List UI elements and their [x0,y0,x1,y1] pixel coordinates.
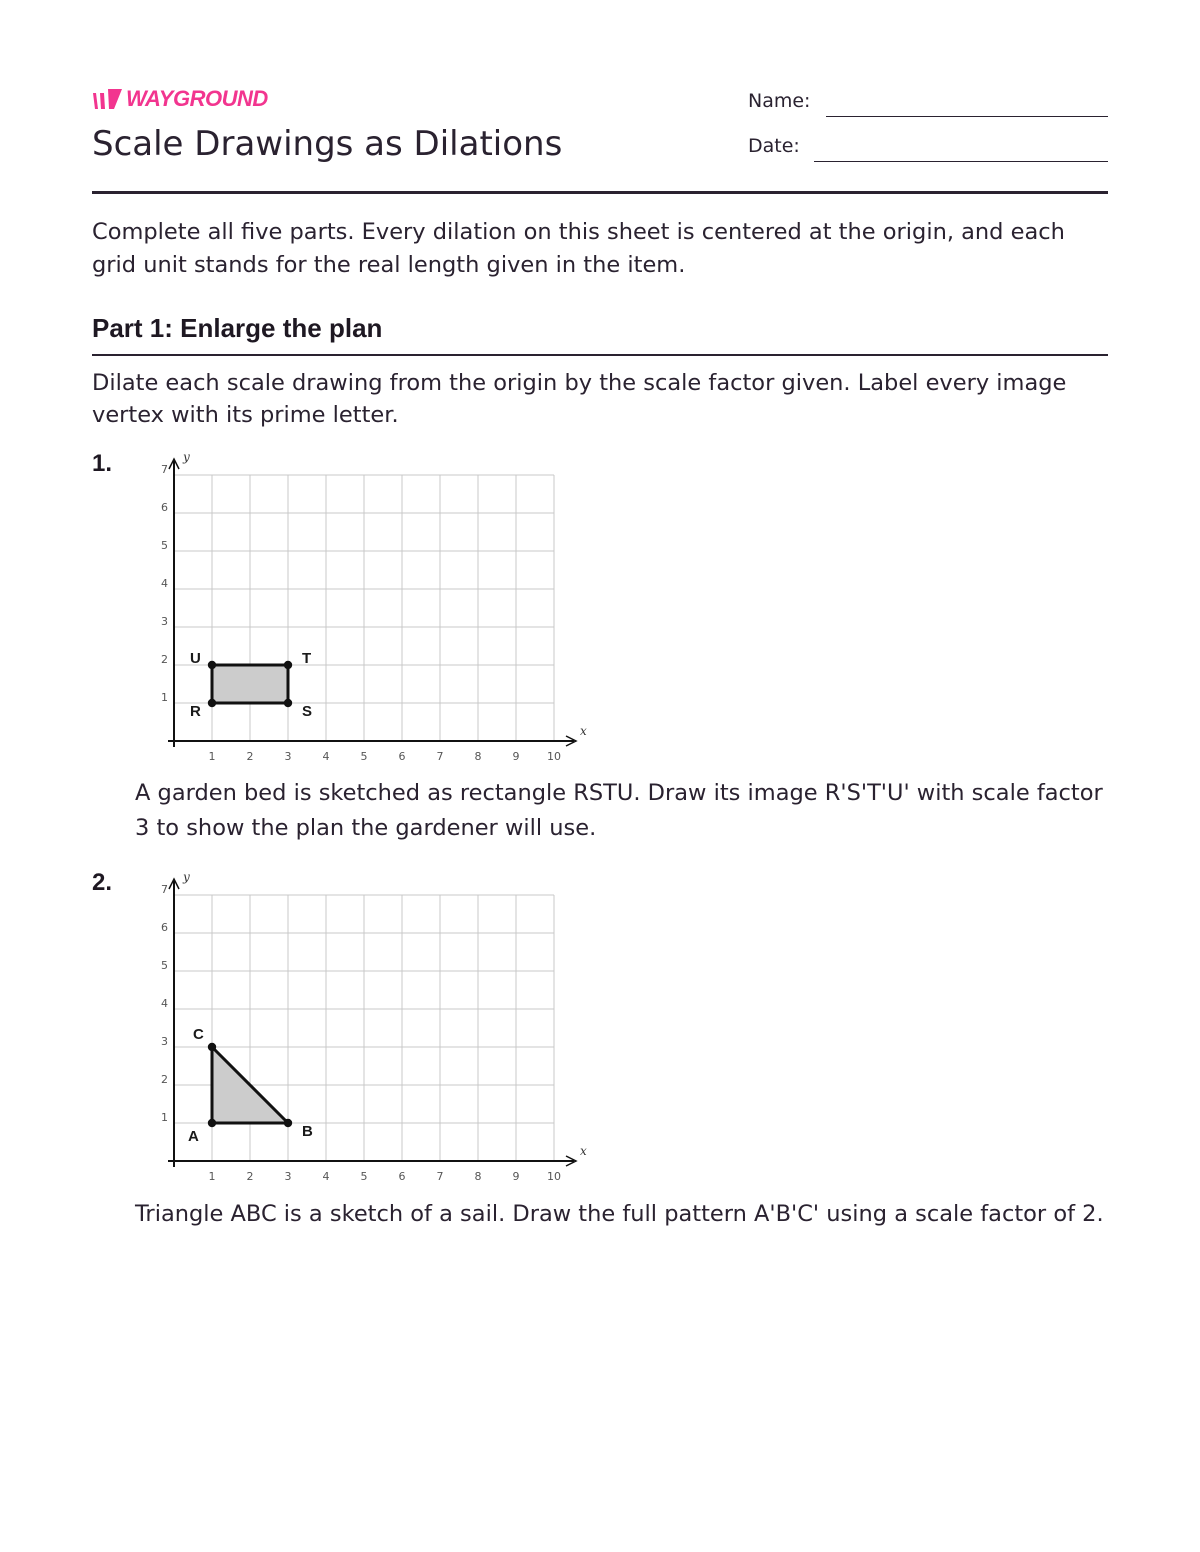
y-tick-label: 7 [161,463,168,476]
vertex-label: A [188,1128,199,1145]
y-tick-label: 2 [161,653,168,666]
y-tick-label: 4 [161,997,168,1010]
x-axis-label: x [580,724,587,738]
y-axis-label: y [183,450,190,464]
question-2-graph[interactable] [150,870,590,1185]
date-label: Date: [748,135,800,157]
x-tick-label: 2 [246,1170,254,1183]
x-tick-label: 7 [436,750,444,763]
question-1-text: A garden bed is sketched as rectangle RSTU. Draw its image R'S'T'U' with scale factor 3 to show the plan the gardener will use. [135,780,1103,841]
x-tick-label: 3 [284,1170,292,1183]
question-1-number: 1. [92,450,113,477]
x-tick-label: 5 [360,750,368,763]
worksheet-title: Scale Drawings as Dilations [92,124,563,164]
vertex-point [208,699,216,707]
name-label: Name: [748,90,811,112]
vertex-label: R [190,703,201,720]
vertex-point [208,1119,216,1127]
y-tick-label: 1 [161,1111,168,1124]
x-tick-label: 1 [208,750,216,763]
y-tick-label: 5 [161,539,168,552]
x-tick-label: 5 [360,1170,368,1183]
y-tick-label: 7 [161,883,168,896]
part-1-instructions: Dilate each scale drawing from the origin by the scale factor given. Label every image vertex with its prime letter. [92,370,1067,428]
x-tick-label: 3 [284,750,292,763]
x-tick-label: 9 [512,1170,520,1183]
x-tick-label: 6 [398,1170,406,1183]
vertex-label: B [302,1123,313,1140]
vertex-label: S [302,703,313,720]
date-field[interactable] [814,161,1108,162]
vertex-point [284,1119,292,1127]
vertex-point [284,699,292,707]
y-tick-label: 3 [161,615,168,628]
vertex-label: T [302,650,312,667]
y-tick-label: 6 [161,501,168,514]
y-tick-label: 4 [161,577,168,590]
vertex-label: C [193,1026,204,1043]
x-tick-label: 10 [547,750,561,763]
x-axis-label: x [580,1144,587,1158]
question-2-number: 2. [92,869,113,896]
y-tick-label: 3 [161,1035,168,1048]
y-tick-label: 6 [161,921,168,934]
vertex-point [284,661,292,669]
x-tick-label: 7 [436,1170,444,1183]
y-tick-label: 1 [161,691,168,704]
x-tick-label: 8 [474,750,482,763]
intro-text: Complete all five parts. Every dilation on this sheet is centered at the origin, and each grid unit stands for the real length given in the item. [92,219,1065,278]
vertex-point [208,1043,216,1051]
x-tick-label: 8 [474,1170,482,1183]
part-1-title: Part 1: Enlarge the plan [92,313,383,343]
x-tick-label: 4 [322,1170,330,1183]
x-tick-label: 10 [547,1170,561,1183]
y-tick-label: 2 [161,1073,168,1086]
x-tick-label: 9 [512,750,520,763]
vertex-label: U [190,650,201,667]
brand-logo-icon [92,87,122,111]
brand-logo [92,86,268,112]
question-1-graph[interactable] [150,450,590,765]
brand-name: WAYGROUND [126,86,268,111]
header-divider [92,191,1108,194]
figure-polygon [212,665,288,703]
y-tick-label: 5 [161,959,168,972]
part-1-divider [92,354,1108,356]
x-tick-label: 2 [246,750,254,763]
x-tick-label: 6 [398,750,406,763]
y-axis-label: y [183,870,190,884]
vertex-point [208,661,216,669]
x-tick-label: 4 [322,750,330,763]
name-field[interactable] [826,116,1108,117]
x-tick-label: 1 [208,1170,216,1183]
question-2-text: Triangle ABC is a sketch of a sail. Draw the full pattern A'B'C' using a scale factor of 2. [135,1201,1104,1227]
